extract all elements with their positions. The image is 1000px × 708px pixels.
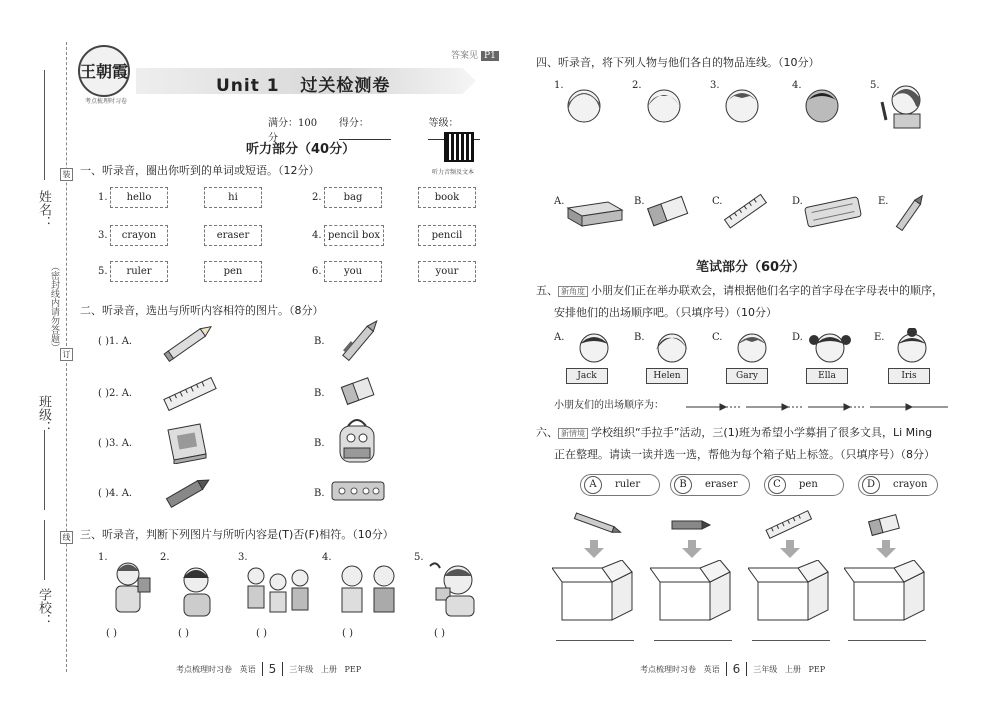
- answer-ref-label: 答案见: [451, 51, 479, 61]
- item-number: 3.: [98, 230, 108, 241]
- right-page: [536, 40, 976, 680]
- eraser-icon: [338, 374, 378, 410]
- page-number: 6: [726, 662, 748, 676]
- girl-face-icon: [642, 82, 686, 128]
- question-6-prefix: 六、: [536, 426, 558, 439]
- kid-letter: A.: [554, 332, 565, 343]
- item-letter: B.: [634, 196, 645, 207]
- teacher-waving-icon: [876, 80, 928, 130]
- q2-item-4-answer[interactable]: ( )4. A.: [98, 488, 133, 499]
- arrow-down-icon: [876, 540, 896, 558]
- brand-logo-subtitle: 考点梳理时习卷: [84, 98, 127, 105]
- name-label: 姓名：: [36, 190, 51, 229]
- word-option[interactable]: crayon: [110, 225, 168, 246]
- footer-grade: 三年级 上册 PEP: [289, 664, 362, 674]
- word-option[interactable]: ruler: [110, 261, 168, 282]
- box-1-answer-line[interactable]: [556, 640, 634, 641]
- name-card: Iris: [888, 368, 930, 384]
- right-footer: [640, 662, 825, 676]
- question-4-heading: 四、听录音，将下列人物与他们各自的物品连线。（10分）: [536, 56, 820, 69]
- name-blank[interactable]: [44, 70, 45, 180]
- question-5-heading-line2: 安排他们的出场顺序吧。（只填序号）（10分）: [554, 306, 777, 319]
- question-5-text: 小朋友们正在举办联欢会，请根据他们名字的首字母在字母表中的顺序，: [591, 284, 943, 297]
- pencil-box-icon: [328, 476, 388, 506]
- kid-letter: C.: [712, 332, 723, 343]
- kid-letter: D.: [792, 332, 803, 343]
- question-6-heading: [536, 424, 932, 440]
- person-number: 5.: [870, 80, 880, 91]
- crayon-icon: [160, 472, 216, 512]
- group-of-kids-icon: [242, 558, 314, 620]
- label-word: eraser: [705, 479, 738, 490]
- left-page: [76, 40, 506, 680]
- binding-mark: 订: [60, 348, 73, 361]
- question-2-heading: 二、听录音，选出与所听内容相符的图片。（8分）: [80, 304, 324, 317]
- page-number: 5: [262, 662, 284, 676]
- label-letter: C: [768, 476, 786, 494]
- label-letter: B: [674, 476, 692, 494]
- item-number: 1.: [98, 552, 108, 563]
- item-letter: C.: [712, 196, 723, 207]
- eraser-icon: [864, 512, 904, 538]
- word-option[interactable]: book: [418, 187, 476, 208]
- left-footer: [176, 662, 361, 676]
- boy-face-icon: [800, 82, 844, 128]
- item-number: 2.: [312, 192, 322, 203]
- q2-item-3-option-b: B.: [314, 438, 325, 449]
- cardboard-box-icon[interactable]: [748, 560, 834, 622]
- schoolbag-icon: [332, 412, 382, 468]
- girl-icon: [172, 562, 222, 620]
- item-number: 4.: [312, 230, 322, 241]
- name-card: Ella: [806, 368, 848, 384]
- name-card: Helen: [646, 368, 688, 384]
- label-option[interactable]: [858, 474, 938, 496]
- arrow-down-icon: [584, 540, 604, 558]
- footer-series: 考点梳理时习卷 英语: [176, 664, 256, 674]
- item-letter: E.: [878, 196, 889, 207]
- q2-item-3-answer[interactable]: ( )3. A.: [98, 438, 133, 449]
- book-icon: [564, 194, 626, 230]
- question-5-tag: 新角度: [558, 286, 588, 297]
- person-number: 4.: [792, 80, 802, 91]
- box-2-answer-line[interactable]: [654, 640, 732, 641]
- question-6-tag: 新情境: [558, 428, 588, 439]
- q2-item-1-option-b: B.: [314, 336, 325, 347]
- ruler-icon: [764, 510, 814, 540]
- question-6-heading-line2: 正在整理。请读一读并选一选，帮他为每个箱子贴上标签。（只填序号）（8分）: [554, 448, 935, 461]
- pen-icon: [332, 318, 388, 364]
- item-number: 3.: [238, 552, 248, 563]
- q3-item-1-answer[interactable]: ( ): [106, 628, 117, 639]
- cardboard-box-icon[interactable]: [552, 560, 638, 622]
- pencil-icon: [160, 320, 220, 364]
- arrow-down-icon: [682, 540, 702, 558]
- eraser-icon: [644, 192, 692, 232]
- listening-section-title: 听力部分（40分）: [246, 142, 356, 157]
- item-letter: D.: [792, 196, 803, 207]
- box-4-answer-line[interactable]: [848, 640, 926, 641]
- word-option[interactable]: pen: [204, 261, 262, 282]
- label-option[interactable]: [580, 474, 660, 496]
- item-number: 5.: [414, 552, 424, 563]
- word-option[interactable]: hi: [204, 187, 262, 208]
- person-number: 3.: [710, 80, 720, 91]
- two-boys-greeting-icon: [332, 558, 404, 620]
- name-card: Jack: [566, 368, 608, 384]
- class-blank[interactable]: [44, 430, 45, 510]
- question-1-heading: 一、听录音，圈出你听到的单词或短语。（12分）: [80, 164, 320, 177]
- answer-reference: [451, 48, 499, 61]
- brand-logo: 王朝霞: [78, 45, 130, 97]
- label-letter: D: [862, 476, 880, 494]
- pen-icon: [888, 190, 932, 238]
- full-score: 满分：100 分: [268, 118, 318, 144]
- q2-item-2-answer[interactable]: ( )2. A.: [98, 388, 133, 399]
- word-option[interactable]: you: [324, 261, 382, 282]
- question-5-heading: [536, 282, 943, 298]
- binding-mark: 装: [60, 168, 73, 181]
- boy-face-icon: [720, 82, 764, 128]
- q2-item-1-answer[interactable]: ( )1. A.: [98, 336, 133, 347]
- q3-item-5-answer[interactable]: ( ): [434, 628, 445, 639]
- school-label: 学校：: [36, 588, 51, 627]
- answer-ref-page: P1: [481, 51, 499, 61]
- label-word: crayon: [893, 479, 928, 490]
- item-number: 6.: [312, 266, 322, 277]
- score-label: 得分：: [338, 118, 369, 129]
- name-card: Gary: [726, 368, 768, 384]
- q3-item-2-answer[interactable]: ( ): [178, 628, 189, 639]
- question-6-text: 学校组织“手拉手”活动，三(1)班为希望小学募捐了很多文具，Li Ming: [591, 426, 933, 439]
- label-word: pen: [799, 479, 818, 490]
- person-number: 1.: [554, 80, 564, 91]
- word-option[interactable]: bag: [324, 187, 382, 208]
- label-option[interactable]: [764, 474, 844, 496]
- footer-grade: 三年级 上册 PEP: [753, 664, 826, 674]
- box-3-answer-line[interactable]: [752, 640, 830, 641]
- item-number: 4.: [322, 552, 332, 563]
- pencil-box-icon: [802, 194, 864, 230]
- qr-code-icon[interactable]: [444, 132, 474, 162]
- item-letter: A.: [554, 196, 565, 207]
- arrow-down-icon: [780, 540, 800, 558]
- word-option[interactable]: pencil box: [324, 225, 384, 246]
- word-option[interactable]: pencil: [418, 225, 476, 246]
- cardboard-box-icon[interactable]: [844, 560, 930, 622]
- ruler-icon: [722, 190, 770, 234]
- pen-icon: [568, 512, 628, 536]
- grade-label: 等级：: [428, 118, 459, 129]
- boy-with-eraser-icon: [422, 558, 484, 620]
- writing-section-title: 笔试部分（60分）: [696, 260, 806, 275]
- crayon-icon: [668, 516, 714, 534]
- kid-letter: E.: [874, 332, 885, 343]
- cardboard-box-icon[interactable]: [650, 560, 736, 622]
- question-3-heading: 三、听录音，判断下列图片与所听内容是(T)否(F)相符。（10分）: [80, 528, 394, 541]
- order-arrows[interactable]: [686, 402, 956, 412]
- order-label: 小朋友们的出场顺序为：: [554, 400, 664, 411]
- word-option[interactable]: hello: [110, 187, 168, 208]
- q2-item-4-option-b: B.: [314, 488, 325, 499]
- word-option[interactable]: your: [418, 261, 476, 282]
- item-number: 2.: [160, 552, 170, 563]
- person-number: 2.: [632, 80, 642, 91]
- school-blank[interactable]: [44, 520, 45, 580]
- class-label: 班级：: [36, 395, 51, 434]
- q3-item-4-answer[interactable]: ( ): [342, 628, 353, 639]
- page-title: Unit 1 过关检测卷: [216, 76, 391, 96]
- boy-holding-book-icon: [104, 558, 158, 620]
- label-option[interactable]: [670, 474, 750, 496]
- item-number: 5.: [98, 266, 108, 277]
- q3-item-3-answer[interactable]: ( ): [256, 628, 267, 639]
- q2-item-2-option-b: B.: [314, 388, 325, 399]
- binding-mark: 线: [60, 531, 73, 544]
- label-letter: A: [584, 476, 602, 494]
- question-5-prefix: 五、: [536, 284, 558, 297]
- qr-label: 听力音频及文本: [432, 169, 475, 176]
- item-number: 1.: [98, 192, 108, 203]
- word-option[interactable]: eraser: [204, 225, 262, 246]
- label-word: ruler: [615, 479, 641, 490]
- kid-letter: B.: [634, 332, 645, 343]
- footer-series: 考点梳理时习卷 英语: [640, 664, 720, 674]
- book-icon: [162, 420, 212, 464]
- ruler-icon: [160, 374, 220, 414]
- girl-face-icon: [562, 82, 606, 128]
- binding-warning: （密封线内请勿答题）: [49, 262, 59, 352]
